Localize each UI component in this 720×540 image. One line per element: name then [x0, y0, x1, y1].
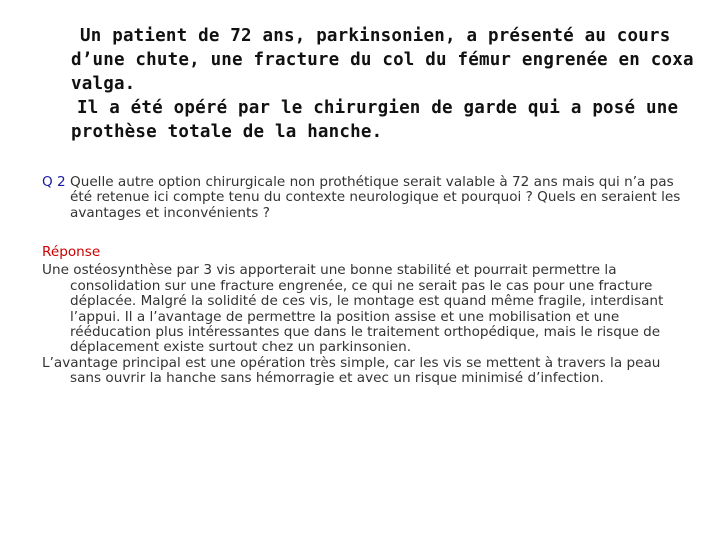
answer-paragraph-1: Une ostéosynthèse par 3 vis apporterait une bonne stabilité et pourrait permettre la consolidation sur une fracture engrenée, ce qui ne serait pas le cas pour une fracture déplacée. Malgré la solidité de ces vis, le montage est quand même fragile, interdisant l’appui. Il a l’avantage de permettre la position assise et une mobilisation et une rééducation plus intéressantes que dans le traitement orthopédique, mais le risque de déplacement existe surtout chez un parkinsonien. — [42, 262, 664, 356]
case-text-line-1: Un patient de 72 ans, parkinsonien, a présenté au cours d’une chute, une fracture du col du fémur engrenée en coxa valga. — [71, 26, 694, 94]
case-text-line-2: Il a été opéré par le chirurgien de garde qui a posé une prothèse totale de la hanche. — [71, 98, 679, 142]
answer-label: Réponse — [42, 244, 101, 260]
answer-paragraph-2: L’avantage principal est une opération très simple, car les vis se mettent à travers la peau sans ouvrir la hanche sans hémorragie et avec un risque minimisé d’infection. — [42, 354, 661, 387]
question-text: Quelle autre option chirurgicale non prothétique serait valable à 72 ans mais qui n’a pas été retenue ici compte tenu du contexte neurologique et pourquoi ? Quels en seraient les avantages et inconvénients ? — [70, 174, 681, 221]
question-block — [42, 175, 682, 221]
question-label: Q 2 — [42, 174, 66, 190]
answer-label-line — [42, 245, 682, 260]
case-description — [71, 24, 711, 144]
question-paragraph — [42, 175, 682, 221]
answer-block — [42, 245, 682, 387]
